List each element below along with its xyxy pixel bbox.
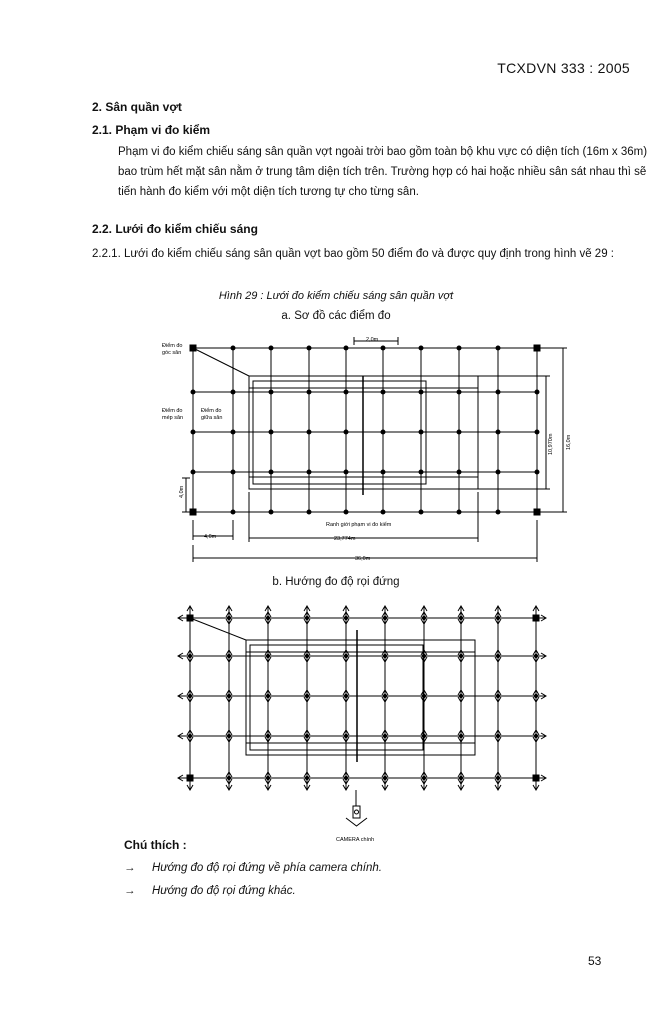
section-heading: 2. Sân quần vợt [92,100,182,114]
measurement-point [459,694,462,697]
note-text: Hướng đo độ rọi đứng khác. [152,885,296,897]
measurement-point [383,616,386,619]
measurement-point [231,430,235,434]
grid-b [178,606,546,806]
measurement-point [535,390,539,394]
measurement-point [496,346,500,350]
measurement-point [266,734,269,737]
figure-subtitle-b: b. Hướng đo độ rọi đứng [272,576,400,588]
figure-subtitle-a: a. Sơ đồ các điểm đo [281,310,391,322]
grid-a [182,337,567,562]
measurement-point [344,510,348,514]
measurement-point [534,654,537,657]
measurement-point [381,470,385,474]
court-outline [246,640,475,755]
measurement-point [305,776,308,779]
measurement-point [344,616,347,619]
figure-caption: Hình 29 : Lưới đo kiểm chiếu sáng sân quần vợt [218,290,454,302]
measurement-point [496,654,499,657]
measurement-point [459,776,462,779]
measurement-point [381,510,385,514]
paragraph-line: tiến hành đo kiểm với một diện tích tương tự cho từng sân. [118,186,419,198]
measurement-point [422,654,425,657]
measurement-point [422,734,425,737]
diagram-a-labels [162,337,572,562]
diagonal-line [190,618,246,640]
measurement-point [381,430,385,434]
measurement-point [307,430,311,434]
dim-2m-label: 2,0m [366,337,379,343]
corner-point-marker [190,345,196,351]
measurement-point [344,694,347,697]
measurement-point [535,430,539,434]
measurement-point [266,776,269,779]
paragraph-line: bao trùm hết mặt sân nằm ở trung tâm diện tích trên. Trường hợp có hai hoặc nhiều sân sát nhau thì sẽ [118,166,647,178]
corner-point-marker [533,615,539,621]
dim-16m-label: 16,0m [566,434,572,450]
measurement-point [231,510,235,514]
measurement-point [344,776,347,779]
measurement-point [422,694,425,697]
measurement-point [305,694,308,697]
note-title: Chú thích : [124,838,187,852]
measurement-point [227,616,230,619]
measurement-point [231,346,235,350]
measurement-point [457,510,461,514]
arrow-right-icon: → [124,862,136,874]
measurement-point [419,470,423,474]
measurement-point [496,734,499,737]
measurement-point [344,734,347,737]
boundary-label: Ranh giới phạm vi đo kiểm [326,522,392,528]
corner-point-marker [190,509,196,515]
dim-23m-label: 23,774m [334,536,356,542]
measurement-point [188,734,191,737]
measurement-point [496,510,500,514]
measurement-point [383,654,386,657]
measurement-point [188,694,191,697]
measurement-point [305,654,308,657]
measurement-point [419,390,423,394]
measurement-point [457,470,461,474]
dim-4m-h-label: 4,0m [204,534,217,540]
measurement-point [344,470,348,474]
document-code: TCXDVN 333 : 2005 [497,60,630,76]
dim-10m-label: 10,970m [548,433,554,455]
measurement-point [422,616,425,619]
measurement-point [459,616,462,619]
measurement-point [381,346,385,350]
measurement-point [191,470,195,474]
measurement-point [422,776,425,779]
page-number: 53 [588,954,602,968]
paragraph-line: Phạm vi đo kiểm chiếu sáng sân quần vợt ngoài trời bao gồm toàn bộ khu vực có diện tích (16m x 36m) [118,146,648,158]
measurement-point [459,654,462,657]
grid-paragraph: 2.2.1. Lưới đo kiểm chiếu sáng sân quần vợt bao gồm 50 điểm đo và được quy định trong hình vẽ 29 : [92,248,614,260]
edge-label: Điểm đo [162,408,183,414]
measurement-point [496,390,500,394]
measurement-point [227,734,230,737]
measurement-point [381,390,385,394]
corner-label: Điểm đo [162,343,183,349]
measurement-point [496,430,500,434]
measurement-point [457,346,461,350]
measurement-point [227,694,230,697]
measurement-point [191,430,195,434]
court-inner-line [250,645,423,750]
measurement-point [307,470,311,474]
measurement-point [496,776,499,779]
measurement-point [266,616,269,619]
note-item [124,885,296,897]
measurement-point [344,346,348,350]
measurement-point [266,654,269,657]
measurement-point [383,734,386,737]
measurement-point [231,470,235,474]
measurement-point [534,734,537,737]
measurement-point [307,346,311,350]
measurement-point [269,346,273,350]
diagonal-line [193,348,249,376]
measurement-point [496,616,499,619]
measurement-point [188,654,191,657]
arrow-open-icon: → [124,885,136,897]
measurement-point [344,430,348,434]
measurement-point [227,654,230,657]
measurement-point [269,430,273,434]
corner-point-marker [187,615,193,621]
measurement-point [307,390,311,394]
measurement-point [305,734,308,737]
middle-label: giữa sân [201,415,223,421]
measurement-point [383,776,386,779]
camera-icon [346,806,367,826]
measurement-point [535,470,539,474]
measurement-point [231,390,235,394]
camera-label: CAMERA chính [336,837,375,843]
measurement-point [344,390,348,394]
measurement-point [344,654,347,657]
subsection-heading: 2.1. Phạm vi đo kiểm [92,123,211,137]
note-text: Hướng đo độ rọi đứng về phía camera chính. [152,862,382,874]
measurement-point [419,510,423,514]
note-item [124,862,382,874]
measurement-point [457,430,461,434]
corner-point-marker [533,775,539,781]
corner-point-marker [187,775,193,781]
measurement-point [419,430,423,434]
measurement-point [269,390,273,394]
measurement-point [534,694,537,697]
measurement-point [266,694,269,697]
dim-36m-label: 36,0m [355,556,371,562]
measurement-point [496,694,499,697]
middle-label: Điểm đo [201,408,222,414]
measurement-point [307,510,311,514]
measurement-point [383,694,386,697]
measurement-point [419,346,423,350]
measurement-point [305,616,308,619]
edge-label: mép sân [162,415,184,421]
measurement-point [269,470,273,474]
measurement-point [496,470,500,474]
measurement-point [459,734,462,737]
measurement-point [269,510,273,514]
measurement-point [227,776,230,779]
grid-heading: 2.2. Lưới đo kiểm chiếu sáng [92,222,258,236]
measurement-point [191,390,195,394]
corner-label: góc sân [162,350,182,356]
dim-4m-v-label: 4,0m [179,485,185,498]
measurement-point [457,390,461,394]
